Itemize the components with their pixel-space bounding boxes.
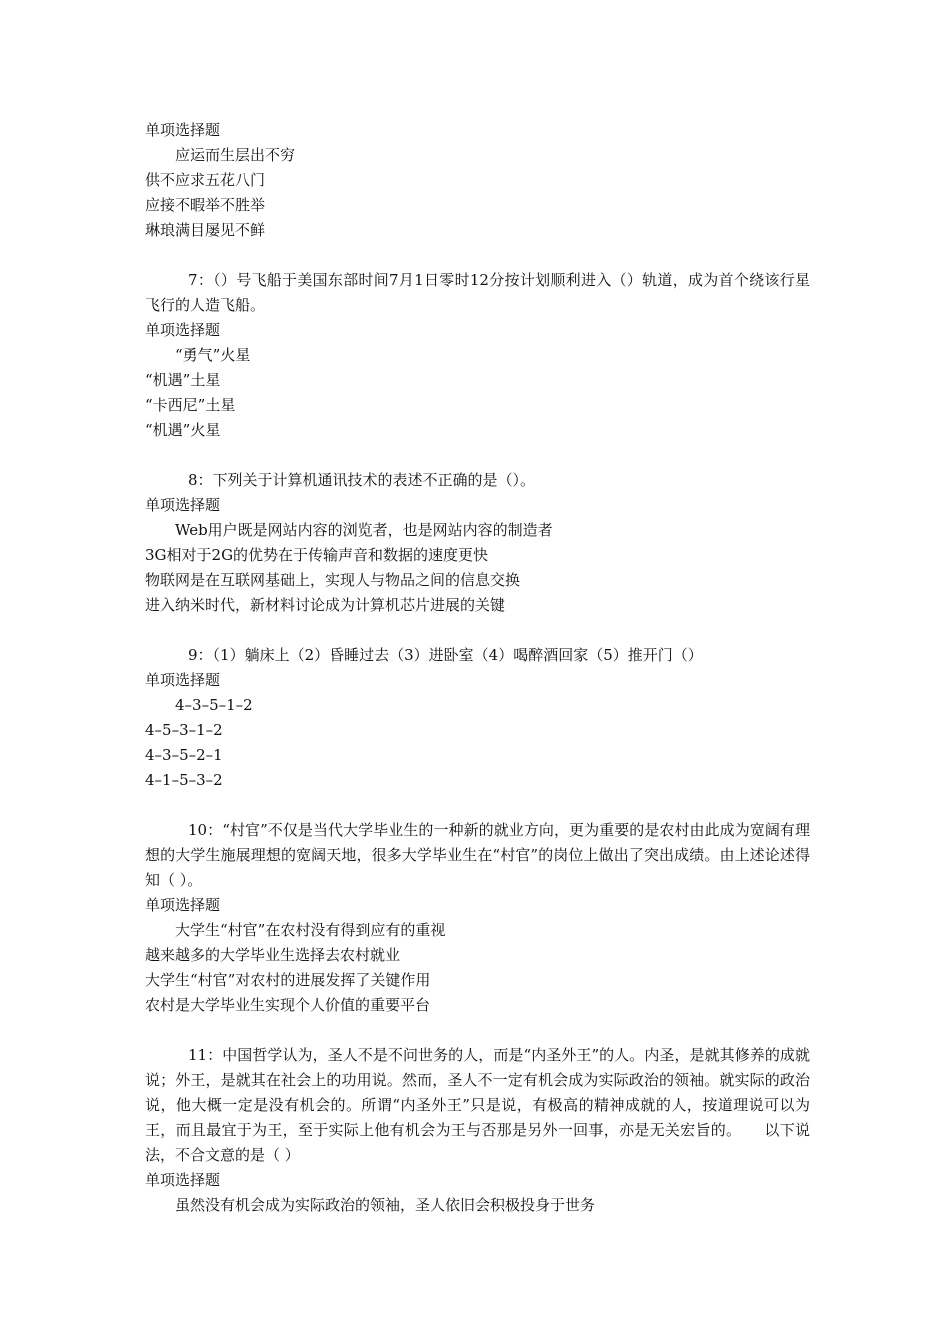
question-text: 11：中国哲学认为，圣人不是不问世务的人，而是“内圣外王”的人。内圣，是就其修养的成就说；外王，是就其在社会上的功用说。然而，圣人不一定有机会成为实际政治的领袖。就实际的政治说，他大概一定是没有机会的。所谓“内圣外王”只是说，有极高的精神成就的人，按道理说可以为王，而且最宜于为王，至于实际上他有机会为王与否那是另外一回事，亦是无关宏旨的。 以下说法，不合文意的是（ ） — [145, 1046, 810, 1164]
question-block — [145, 643, 810, 793]
option-b: 4–5–3–1–2 — [145, 721, 223, 739]
question-text: 9：（1）躺床上（2）昏睡过去（3）进卧室（4）喝醉酒回家（5）推开门（） — [188, 646, 703, 664]
question-type-label: 单项选择题 — [145, 321, 221, 339]
question-block — [145, 818, 810, 1018]
option-a: 虽然没有机会成为实际政治的领袖，圣人依旧会积极投身于世务 — [175, 1196, 596, 1214]
option-d: 农村是大学毕业生实现个人价值的重要平台 — [145, 996, 431, 1014]
option-c: 应接不暇举不胜举 — [145, 196, 266, 214]
question-block — [145, 1043, 810, 1218]
option-b: 3G相对于2G的优势在于传输声音和数据的速度更快 — [145, 546, 489, 564]
question-block — [145, 468, 810, 618]
option-d: 进入纳米时代，新材料讨论成为计算机芯片进展的关键 — [145, 596, 506, 614]
option-a: 应运而生层出不穷 — [175, 146, 296, 164]
option-a: 大学生“村官”在农村没有得到应有的重视 — [175, 921, 446, 939]
question-type-label: 单项选择题 — [145, 671, 221, 689]
option-a: “勇气”火星 — [175, 346, 251, 364]
option-a: 4–3–5–1–2 — [175, 696, 253, 714]
document-page — [145, 118, 810, 1218]
question-block — [145, 118, 810, 243]
question-text: 8：下列关于计算机通讯技术的表述不正确的是（）。 — [188, 471, 536, 489]
option-b: “机遇”土星 — [145, 371, 221, 389]
option-d: 琳琅满目屡见不鲜 — [145, 221, 266, 239]
question-block — [145, 268, 810, 443]
option-d: 4–1–5–3–2 — [145, 771, 223, 789]
option-c: “卡西尼”土星 — [145, 396, 236, 414]
question-type-label: 单项选择题 — [145, 496, 221, 514]
option-c: 4–3–5–2–1 — [145, 746, 223, 764]
option-c: 物联网是在互联网基础上，实现人与物品之间的信息交换 — [145, 571, 521, 589]
option-a: Web用户既是网站内容的浏览者，也是网站内容的制造者 — [175, 521, 553, 539]
option-d: “机遇”火星 — [145, 421, 221, 439]
option-b: 供不应求五花八门 — [145, 171, 266, 189]
question-type-label: 单项选择题 — [145, 1171, 221, 1189]
option-c: 大学生“村官”对农村的进展发挥了关键作用 — [145, 971, 431, 989]
question-text: 7：（）号飞船于美国东部时间7月1日零时12分按计划顺利进入（）轨道，成为首个绕该行星飞行的人造飞船。 — [145, 271, 810, 314]
question-type-label: 单项选择题 — [145, 896, 221, 914]
question-text: 10：“村官”不仅是当代大学毕业生的一种新的就业方向，更为重要的是农村由此成为宽阔有理想的大学生施展理想的宽阔天地，很多大学毕业生在“村官”的岗位上做出了突出成绩。由上述论述得知（ ）。 — [145, 821, 810, 889]
question-type-label: 单项选择题 — [145, 121, 221, 139]
option-b: 越来越多的大学毕业生选择去农村就业 — [145, 946, 401, 964]
